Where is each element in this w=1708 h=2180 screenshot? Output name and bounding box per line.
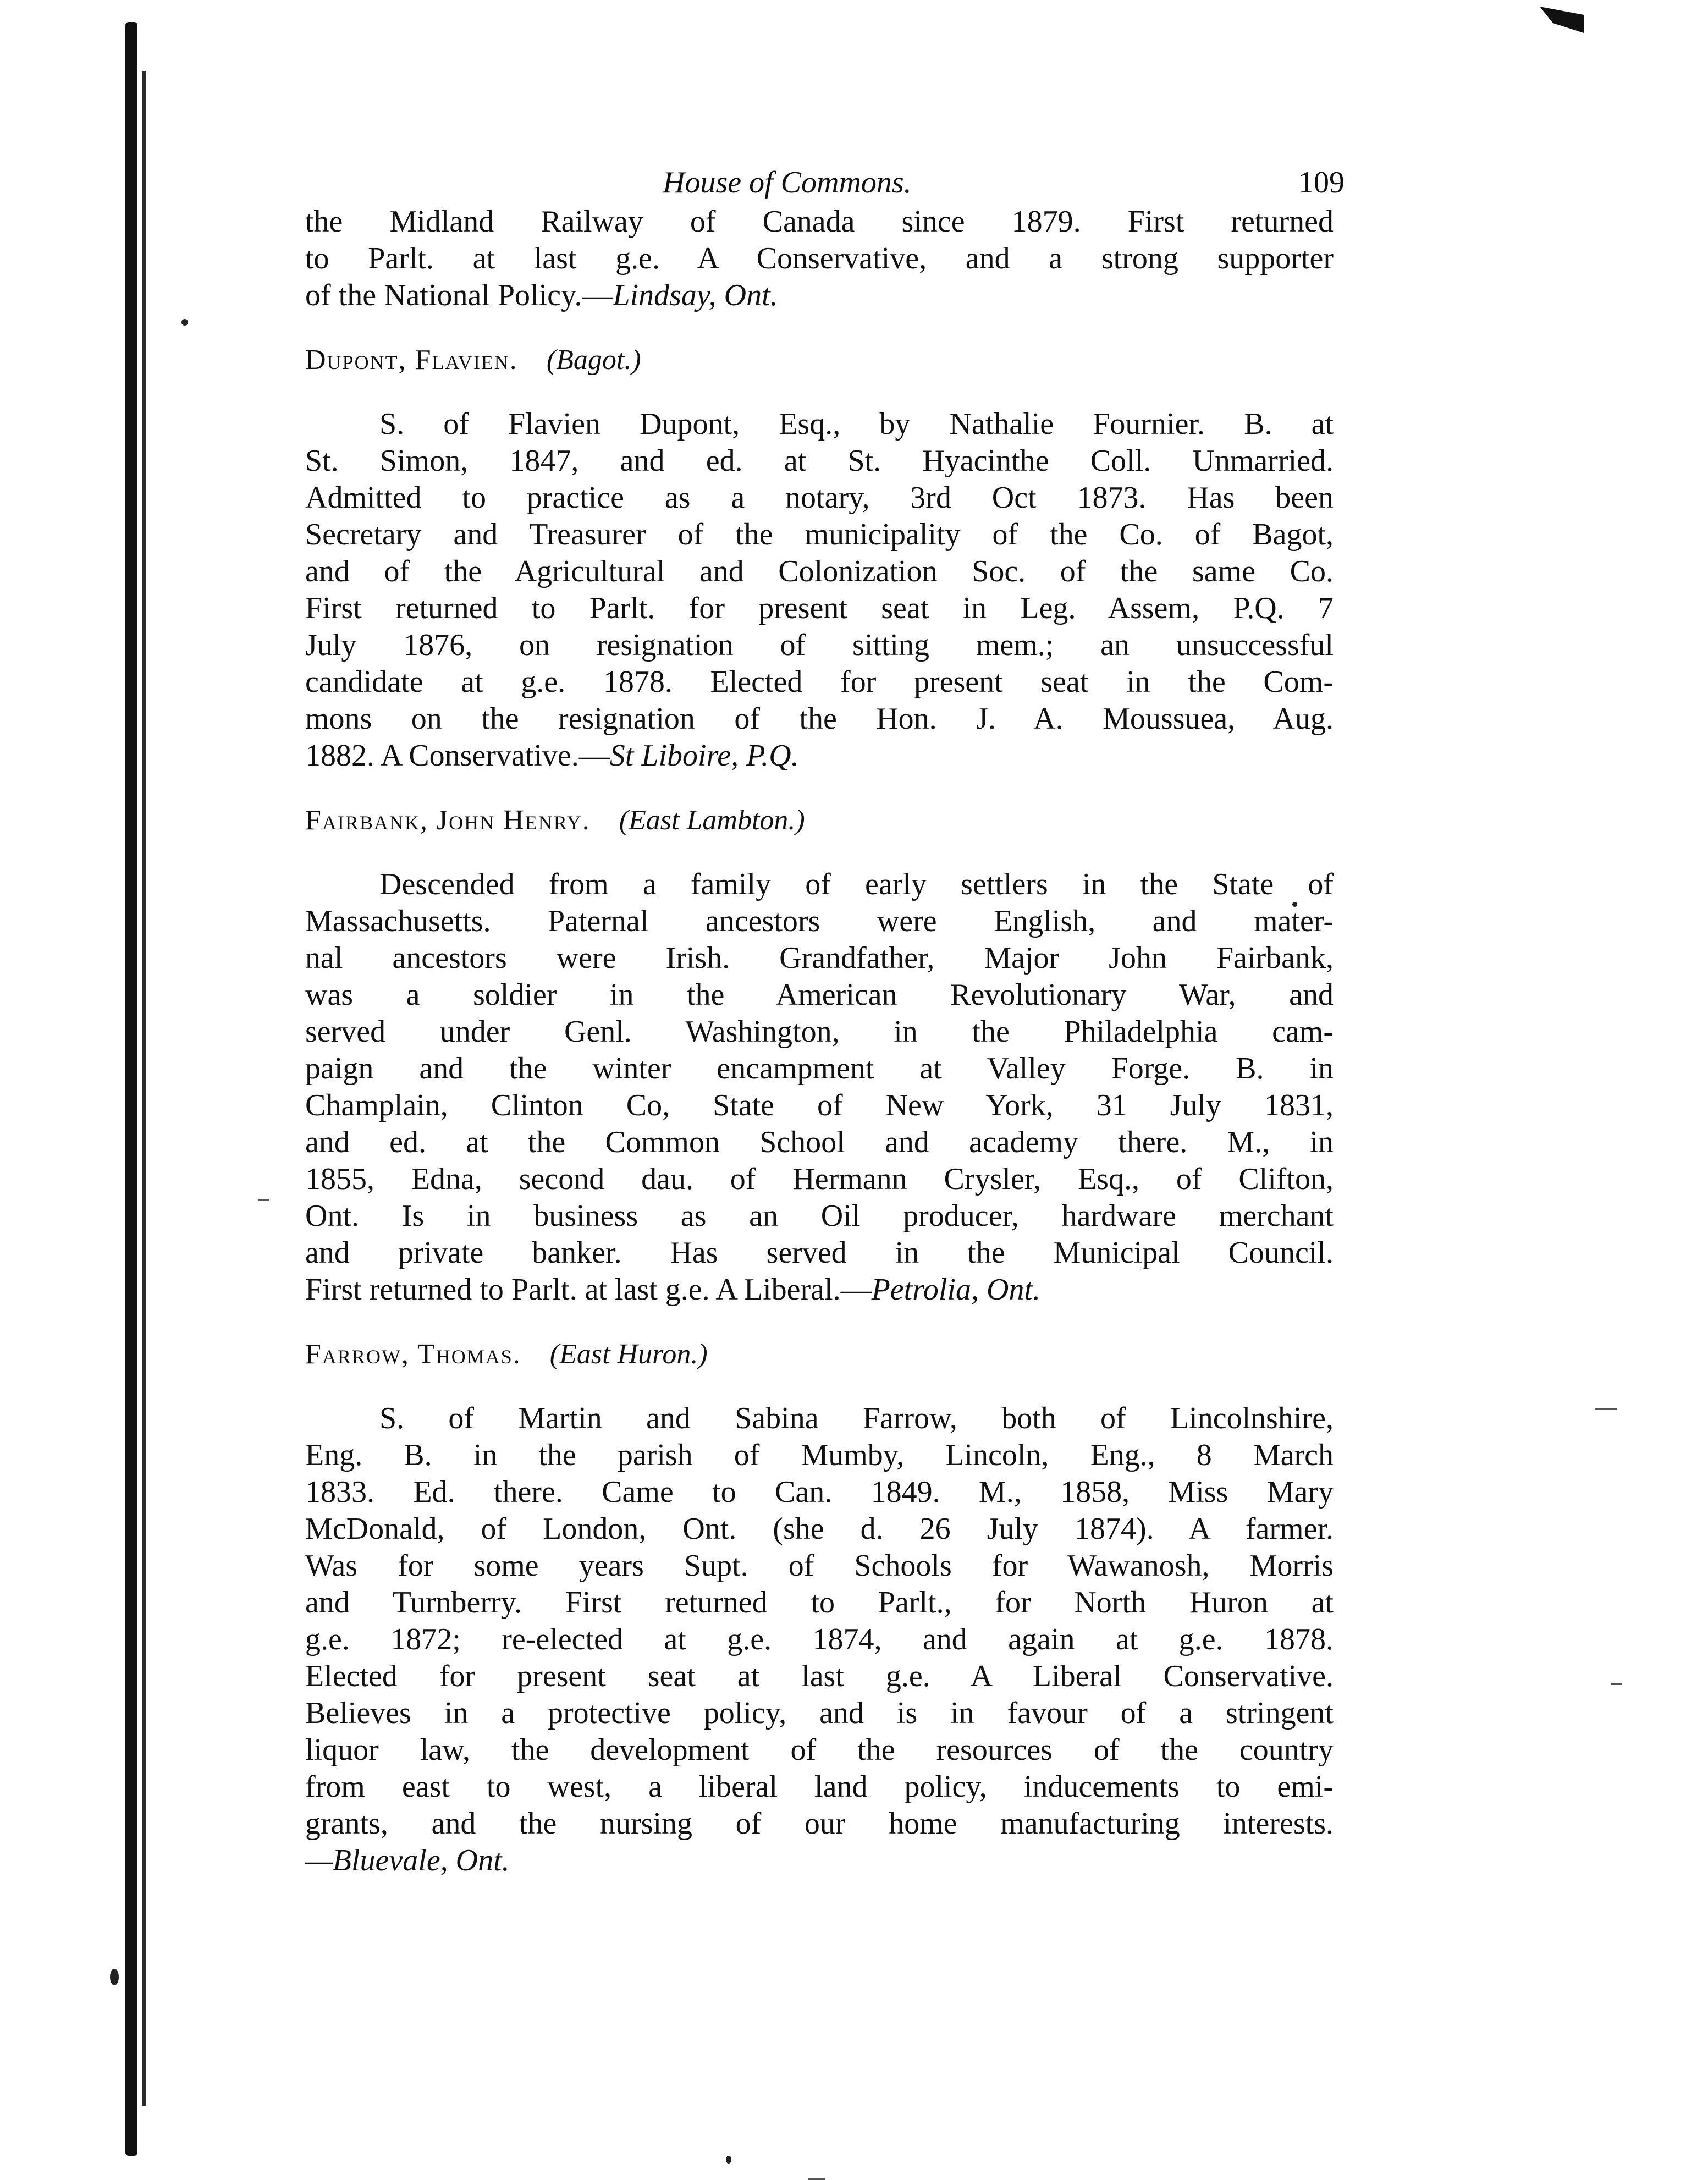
text-line	[305, 277, 1334, 314]
text-line: served under Genl. Washington, in the Philadelphia cam-	[305, 1015, 1334, 1049]
text-line: Champlain, Clinton Co, State of New York, 31 July 1831,	[305, 1088, 1334, 1122]
text-line	[305, 1271, 1334, 1308]
text-line: 1855, Edna, second dau. of Hermann Crysler, Esq., of Clifton,	[305, 1162, 1334, 1196]
text-line: Believes in a protective policy, and is in favour of a stringent	[305, 1696, 1334, 1730]
text-line: and private banker. Has served in the Municipal Council.	[305, 1236, 1334, 1270]
running-head	[305, 154, 1345, 203]
text-line: Secretary and Treasurer of the municipality of the Co. of Bagot,	[305, 518, 1334, 552]
continuation-paragraph	[305, 203, 1334, 314]
text-line: Admitted to practice as a notary, 3rd Oct 1873. Has been	[305, 481, 1334, 515]
text-line: candidate at g.e. 1878. Elected for present seat in the Com-	[305, 665, 1334, 699]
text-line: liquor law, the development of the resources of the country	[305, 1733, 1334, 1767]
scan-dash	[1611, 1683, 1622, 1685]
text-block	[305, 154, 1345, 1879]
place-of-residence: Petrolia, Ont.	[871, 1273, 1041, 1307]
text-line: g.e. 1872; re-elected at g.e. 1874, and again at g.e. 1878.	[305, 1622, 1334, 1656]
entry-heading	[305, 1336, 1334, 1373]
entry-heading	[305, 342, 1334, 378]
text-line: St. Simon, 1847, and ed. at St. Hyacinthe Coll. Unmarried.	[305, 444, 1334, 478]
text-line: the Midland Railway of Canada since 1879. First returned	[305, 205, 1334, 239]
text-line: was a soldier in the American Revolutionary War, and	[305, 978, 1334, 1012]
entry-paragraph	[305, 1400, 1334, 1879]
place-of-residence: Lindsay, Ont.	[613, 278, 778, 312]
entry-paragraph	[305, 406, 1334, 774]
corner-scan-mark	[1540, 0, 1584, 33]
ink-speck	[726, 2156, 731, 2164]
scan-dash	[258, 1199, 269, 1201]
binding-shadow-inner	[142, 71, 146, 2106]
line-text: First returned to Parlt. at last g.e. A Liberal.—	[305, 1273, 872, 1307]
text-line: and ed. at the Common School and academy there. M., in	[305, 1125, 1334, 1159]
entry-heading	[305, 802, 1334, 839]
riding: (Bagot.)	[546, 344, 641, 376]
member-name: Dupont, Flavien.	[305, 344, 518, 376]
text-line: and of the Agricultural and Colonization Soc. of the same Co.	[305, 554, 1334, 588]
text-line: grants, and the nursing of our home manufacturing interests.	[305, 1807, 1334, 1841]
text-line: Descended from a family of early settlers in the State of	[379, 867, 1334, 901]
text-line: Massachusetts. Paternal ancestors were English, and mater-	[305, 904, 1334, 938]
ink-speck	[181, 319, 188, 326]
text-line: First returned to Parlt. for present seat in Leg. Assem, P.Q. 7	[305, 591, 1334, 625]
entry-paragraph	[305, 866, 1334, 1308]
text-line: July 1876, on resignation of sitting mem.; an unsuccessful	[305, 628, 1334, 662]
scan-dash	[1595, 1408, 1617, 1410]
running-title: House of Commons.	[663, 166, 912, 200]
text-line: and Turnberry. First returned to Parlt., for North Huron at	[305, 1586, 1334, 1620]
riding: (East Huron.)	[549, 1339, 708, 1370]
binding-shadow	[125, 22, 137, 2156]
text-line: mons on the resignation of the Hon. J. A. Moussuea, Aug.	[305, 702, 1334, 736]
text-line: from east to west, a liberal land policy, inducements to emi-	[305, 1770, 1334, 1804]
member-name: Farrow, Thomas.	[305, 1339, 521, 1370]
scan-dash	[808, 2178, 825, 2180]
text-line: Eng. B. in the parish of Mumby, Lincoln, Eng., 8 March	[305, 1438, 1334, 1472]
line-text: 1882. A Conservative.—	[305, 739, 610, 773]
line-text: of the National Policy.—	[305, 278, 613, 312]
page-number: 109	[1298, 166, 1345, 200]
text-line: nal ancestors were Irish. Grandfather, Major John Fairbank,	[305, 941, 1334, 975]
text-line: S. of Flavien Dupont, Esq., by Nathalie Fournier. B. at	[379, 407, 1334, 441]
text-line: McDonald, of London, Ont. (she d. 26 July 1874). A farmer.	[305, 1512, 1334, 1546]
text-line: 1833. Ed. there. Came to Can. 1849. M., 1858, Miss Mary	[305, 1475, 1334, 1509]
member-name: Fairbank, John Henry.	[305, 805, 591, 836]
place-of-residence: St Liboire, P.Q.	[609, 739, 799, 773]
text-line: to Parlt. at last g.e. A Conservative, and a strong supporter	[305, 241, 1334, 276]
riding: (East Lambton.)	[619, 805, 805, 836]
text-line	[305, 737, 1334, 774]
text-line: Ont. Is in business as an Oil producer, hardware merchant	[305, 1199, 1334, 1233]
text-line: S. of Martin and Sabina Farrow, both of Lincolnshire,	[379, 1401, 1334, 1435]
ink-speck	[110, 1969, 119, 1985]
text-line: paign and the winter encampment at Valley Forge. B. in	[305, 1052, 1334, 1086]
text-line: Elected for present seat at last g.e. A Liberal Conservative.	[305, 1659, 1334, 1693]
text-line: Was for some years Supt. of Schools for Wawanosh, Morris	[305, 1549, 1334, 1583]
place-of-residence: —Bluevale, Ont.	[305, 1843, 510, 1878]
